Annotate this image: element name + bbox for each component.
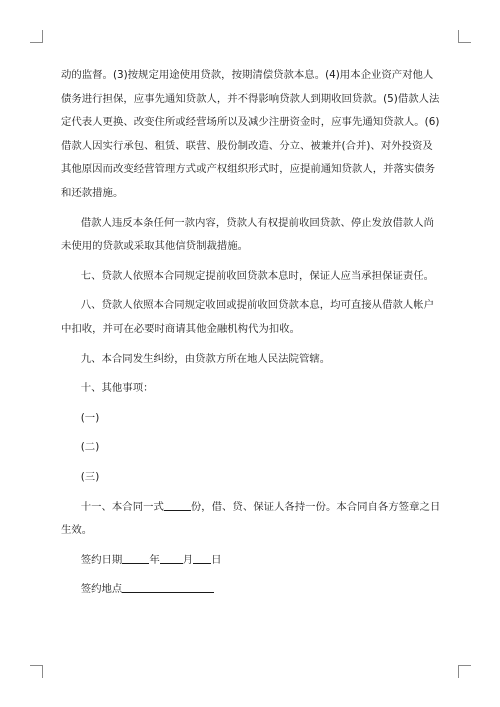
paragraph-clause-10: 十、其他事项： <box>80 382 154 395</box>
month-blank <box>160 551 183 564</box>
list-item-1: (一) <box>80 411 100 424</box>
place-blank <box>122 580 214 593</box>
crop-mark-top-left <box>30 30 43 43</box>
clause-11-after: 份，借、贷、保证人各持一份。本合同自各方签章之日生效。 <box>61 500 441 537</box>
paragraph-borrower-obligations: 动的监督。(3)按规定用途使用贷款，按期清偿贷款本息。(4)用本企业资产对他人债务进行担保，应事先通知贷款人，并不得影响贷款人到期收回贷款。(5)借款人法定代表人更换、改变住所或经营场所以及减少注册资金时，应事先通知贷款人。(6)借款人因实行承包、租赁、联营、股份制改造、分立、被兼并(合并)、对外投资及其他原因而改变经营管理方式或产权组织形式时，应提前通知贷款人，并落实债务和还款措施。 <box>61 69 440 199</box>
day-blank <box>193 551 211 564</box>
copies-blank <box>164 498 191 511</box>
signing-date-label: 签约日期 <box>80 553 123 566</box>
day-label: 日 <box>211 553 222 566</box>
list-item-3: (三) <box>80 470 100 483</box>
list-item-2: (二) <box>80 441 100 454</box>
month-label: 月 <box>182 553 194 566</box>
document-body <box>61 64 441 608</box>
signing-place-label: 签约地点 <box>80 583 123 596</box>
crop-mark-top-right <box>458 30 471 43</box>
crop-mark-bottom-left <box>30 665 43 678</box>
clause-11-before: 十一、本合同一式 <box>80 500 164 513</box>
paragraph-breach-remedy: 借款人违反本条任何一款内容，贷款人有权提前收回贷款、停止发放借款人尚未使用的贷款或采取其他信贷制裁措施。 <box>61 216 435 253</box>
paragraph-clause-7: 七、贷款人依照本合同规定提前收回贷款本息时，保证人应当承担保证责任。 <box>80 269 435 282</box>
paragraph-clause-11 <box>61 496 441 543</box>
year-blank <box>122 551 149 564</box>
paragraph-clause-9: 九、本合同发生纠纷，由贷款方所在地人民法院管辖。 <box>80 352 331 365</box>
signing-place-line <box>61 578 441 602</box>
crop-mark-bottom-right <box>458 665 471 678</box>
signing-date-line <box>61 549 441 573</box>
year-label: 年 <box>149 553 160 566</box>
paragraph-clause-8: 八、贷款人依照本合同规定收回或提前收回贷款本息，均可直接从借款人帐户中扣收，并可在必要时商请其他金融机构代为扣收。 <box>61 299 435 335</box>
